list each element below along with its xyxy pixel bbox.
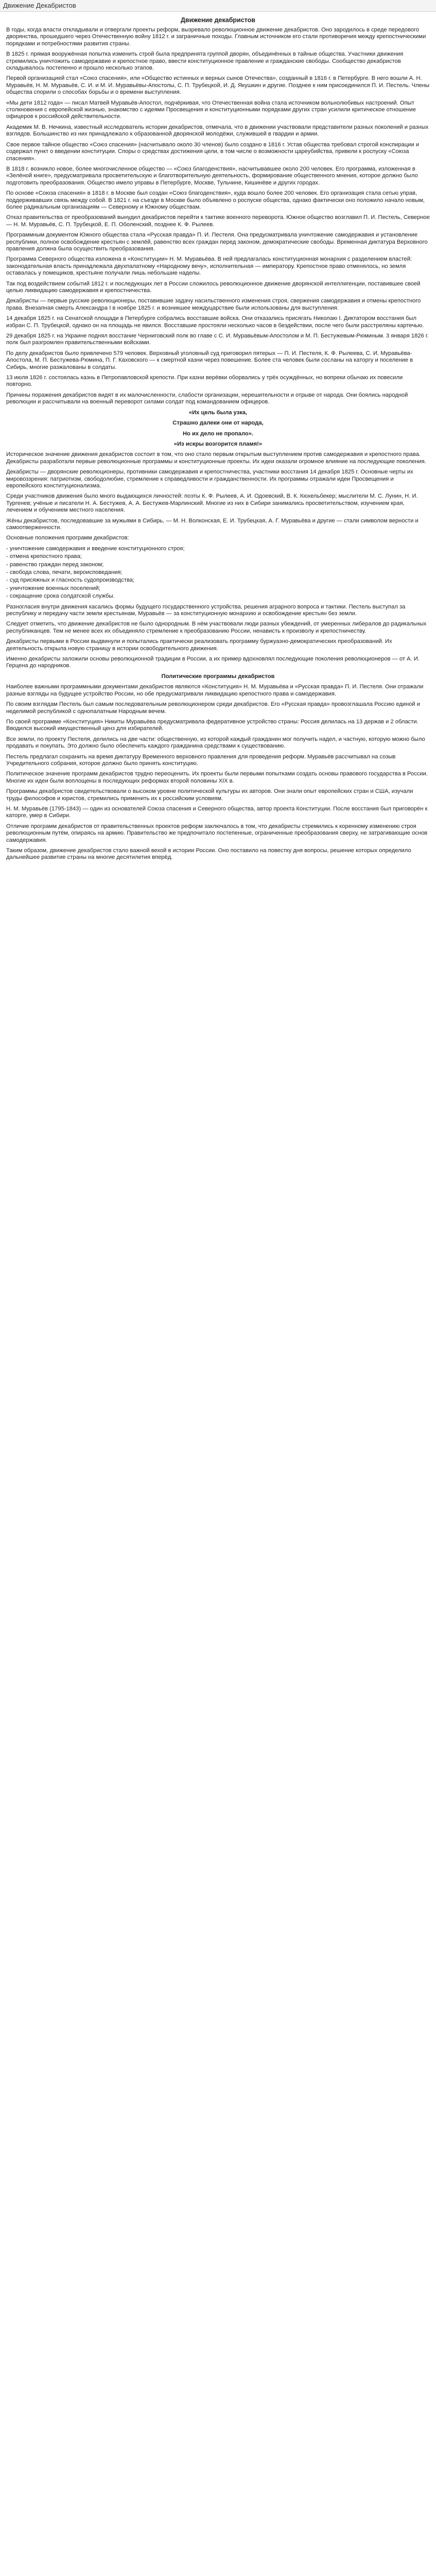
paragraph: По делу декабристов было привлечено 579 человек. Верховный уголовный суд приговорил пятерых — П. И. Пестеля, К. Ф. Рылеева, С. И. Муравьёва-Апостола, М. П. Бестужева-Рюмина, П. Г. Каховского — к смертной казни через повешение. Более ста человек были сосланы на каторгу и поселение в Сибирь, многие разжалованы в солдаты. [6, 350, 413, 370]
paragraph: Свое первое тайное общество «Союз спасения» (насчитывало около 30 членов) было создано в 1816 г. Устав общества требовал строгой конспирации и содержал пункт о введении конституции. Споры о средствах достижения цели, в том числе о возможности цареубийства, привели к роспуску «Союза спасения». [6, 141, 420, 162]
paragraph: Декабристы первыми в России выдвинули и попытались практически реализовать программу буржуазно-демократических преобразований. Их деятельность открыла новую страницу в истории освободительного движения. [6, 638, 392, 652]
list-item: - сокращение срока солдатской службы. [6, 593, 430, 600]
list-item: - отмена крепостного права; [6, 553, 430, 560]
list-item: - равенство граждан перед законом; [6, 562, 430, 568]
paragraph: Среди участников движения было много выдающихся личностей: поэты К. Ф. Рылеев, А. И. Одоевский, В. К. Кюхельбекер; мыслители М. С. Лунин, Н. И. Тургенев; учёные и писатели Н. А. Бестужев, А. А. Бестужев-Марлинский. Многие из них в Сибири занимались просветительством, изучением края, лечением и обучением местного населения. [6, 493, 418, 514]
paragraph: Отказ правительства от преобразований вынудил декабристов перейти к тактике военного переворота. Южное общество возглавил П. И. Пестель, Северное — Н. М. Муравьёв, С. П. Трубецкой, Е. П. Оболенский, позднее К. Ф. Рылеев. [6, 214, 430, 228]
paragraph: Таким образом, движение декабристов стало важной вехой в истории России. Оно поставило на повестку дня вопросы, решение которых определило дальнейшее развитие страны на многие десятилетия вперёд. [6, 848, 411, 861]
list-item: - уничтожение военных поселений; [6, 585, 430, 592]
paragraph: Программы декабристов свидетельствовали о высоком уровне политической культуры их авторов. Они знали опыт европейских стран и США, изучали труды философов и юристов, стремились применить их к российским условиям. [6, 788, 413, 802]
list-item: - свобода слова, печати, вероисповедания; [6, 569, 430, 576]
paragraph: Политическое значение программ декабристов трудно переоценить. Их проекты были первыми попытками создать основы правового государства в России. Многие их идеи были воплощены в последующих реформах второй половины XIX в. [6, 771, 428, 784]
paragraph: Декабристы — дворянские революционеры, противники самодержавия и крепостничества, участники восстания 14 декабря 1825 г. Основные черты их мировоззрения: патриотизм, свободолюбие, стремление к справедливости и гражданственности. Их программы отражали идеи Просвещения и европейского конституционализма. [6, 469, 413, 489]
paragraph: Программным документом Южного общества стала «Русская правда» П. И. Пестеля. Она предусматривала уничтожение самодержавия и установление республики, полное освобождение крестьян с землёй, равенство всех граждан перед законом, демократические свободы. Временная диктатура Верховного правления должна была осуществить преобразования. [6, 232, 428, 252]
article [6, 13, 430, 865]
paragraph: Пестель предлагал сохранить на время диктатуру Временного верховного правления для проведения реформ. Муравьёв рассчитывал на созыв Учредительного собрания, которое должно было принять конституцию. [6, 753, 396, 767]
paragraph: В 1818 г. возникло новое, более многочисленное общество — «Союз благоденствия», насчитывавшее около 200 человек. Его программа, изложенная в «Зелёной книге», предусматривала просветительскую и благотворительную деятельность, формирование общественного мнения, которое должно было подготовить преобразования. Общество имело управы в Петербурге, Москве, Тульчине, Кишинёве и других городах. [6, 165, 418, 186]
quote-line: Страшно далеки они от народа, [172, 420, 264, 427]
paragraph: В 1825 г. прямая вооружённая попытка изменить строй была предпринята группой дворян, объединённых в тайные общества. Участники движения стремились уничтожить самодержавие и крепостное право, ввести конституционное правление и гражданские свободы. Сообщество декабристов складывалось постепенно и прошло несколько этапов. [6, 51, 404, 72]
quote-line: «Из искры возгорится пламя!» [173, 440, 263, 447]
article-title: Движение декабристов [181, 16, 255, 24]
paragraph: Отличие программ декабристов от правительственных проектов реформ заключалось в том, что декабристы стремились к коренному изменению строя революционным путём, опираясь на армию. Правительство же предпочитало постепенные, ограниченные преобразования сверху, не затрагивающие основ самодержавия. [6, 823, 428, 843]
paragraph: 14 декабря 1825 г. на Сенатской площади в Петербурге собрались восставшие войска. Они отказались присягать Николаю I. Диктатором восстания был избран С. П. Трубецкой, однако он на площадь не явился. Восставшие простояли несколько часов в бездействии, после чего были расстреляны картечью. [6, 315, 424, 329]
page-title: Движение Декабристов [3, 2, 76, 9]
section-heading: Политические программы декабристов [161, 673, 275, 680]
paragraph: Следует отметить, что движение декабристов не было однородным. В нём участвовали люди разных убеждений, от умеренных либералов до радикальных республиканцев. Тем не менее всех их объединяло стремление к преобразованию России, ненависть к произволу и крепостничеству. [6, 621, 427, 634]
paragraph: Первой организацией стал «Союз спасения», или «Общество истинных и верных сынов Отечества», созданный в 1816 г. в Петербурге. В него вошли А. Н. Муравьёв, Н. М. Муравьёв, С. И. и М. И. Муравьёвы-Апостолы, С. П. Трубецкой, И. Д. Якушкин и другие. Позднее к ним присоединился П. И. Пестель. Члены общества спорили о способах борьбы и о времени выступления. [6, 75, 430, 96]
paragraph: Разногласия внутри движения касались формы будущего государственного устройства, решения аграрного вопроса и тактики. Пестель выступал за республику и передачу части земли крестьянам, Муравьёв — за конституционную монархию и освобождение крестьян без земли. [6, 603, 406, 617]
list-item: - суд присяжных и гласность судопроизводства; [6, 577, 430, 584]
paragraph: Наиболее важными программными документами декабристов являются «Конституция» Н. М. Муравьёва и «Русская правда» П. И. Пестеля. Они отражали разные взгляды на будущее устройство России, но обе предусматривали ликвидацию крепостного права и самодержавия. [6, 684, 424, 697]
paragraph: По своим взглядам Пестель был самым последовательным революционером среди декабристов. Его «Русская правда» провозглашала Россию единой и неделимой республикой с однопалатным Народным вечем. [6, 701, 421, 715]
paragraph: По основе «Союза спасения» в 1818 г. в Москве был создан «Союз благоденствия», куда вошло более 200 человек. Его организация стала сетью управ, поддерживавших связь между собой. В 1821 г. на съезде в Москве было объявлено о роспуске общества, однако фактически оно положило начало новым, более радикальным организациям — Северному и Южному обществам. [6, 190, 425, 210]
paragraph: Декабристы — первые русские революционеры, поставившие задачу насильственного изменения строя, свержения самодержавия и отмены крепостного права. Внезапная смерть Александра I в ноябре 1825 г. и возникшее междуцарствие были использованы для выступления. [6, 298, 421, 311]
paragraph: Программа Северного общества изложена в «Конституции» Н. М. Муравьёва. В ней предлагалась конституционная монархия с разделением властей: законодательная власть принадлежала двухпалатному «Народному вечу», исполнительная — императору. Крепостное право отменялось, но земля оставалась у помещиков, крестьяне получали лишь небольшие наделы. [6, 256, 412, 277]
paragraph: «Мы дети 1812 года» — писал Матвей Муравьёв-Апостол, подчёркивая, что Отечественная война стала источником вольнолюбивых настроений. Опыт столкновения с европейской жизнью, знакомство с идеями Просвещения и конституционными порядками других стран усилили критическое отношение офицеров к российской действительности. [6, 99, 416, 120]
list-heading: Основные положения программ декабристов: [6, 535, 129, 541]
paragraph: Жёны декабристов, последовавшие за мужьями в Сибирь, — М. Н. Волконская, Е. И. Трубецкая, А. Г. Муравьёва и другие — стали символом верности и самоотверженности. [6, 517, 418, 531]
paragraph: Именно декабристы заложили основы революционной традиции в России, а их пример вдохновлял последующие поколения революционеров — от А. И. Герцена до народников. [6, 656, 420, 669]
page-header [0, 0, 436, 12]
article-body [6, 27, 430, 861]
paragraph: В годы, когда власти откладывали и отвергали проекты реформ, вызревало революционное движение декабристов. Оно зародилось в среде передового дворянства, прошедшего через Отечественную войну 1812 г. и заграничные походы. Главным источником его стали противоречия между крепостническими порядками и потребностями развития страны. [6, 27, 426, 47]
paragraph: Причины поражения декабристов видят в их малочисленности, слабости организации, нерешительности и отрыве от народа. Они боялись народной революции и рассчитывали на военный переворот силами солдат под командованием офицеров. [6, 392, 408, 405]
paragraph: Все земли, по проекту Пестеля, делились на две части: общественную, из которой каждый гражданин мог получить надел, и частную, которую можно было продавать и покупать. Это должно было обеспечить каждого гражданина средствами к существованию. [6, 736, 425, 750]
quote-line: Но их дело не пропало». [182, 430, 254, 437]
paragraph: Академик М. В. Нечкина, известный исследователь истории декабристов, отмечала, что в движении участвовали представители разных поколений и разных взглядов. Большинство из них принадлежало к образованной дворянской молодёжи, служившей в гвардии и армии. [6, 124, 429, 138]
paragraph: Историческое значение движения декабристов состоит в том, что оно стало первым открытым выступлением против самодержавия и крепостного права. Декабристы разработали первые революционные программы и конституционные проекты. Их идеи оказали огромное влияние на последующие поколения. [6, 451, 426, 465]
paragraph: По своей программе «Конституция» Никиты Муравьёва предусматривала федеративное устройство страны: Россия делилась на 13 держав и 2 области. Вводился высокий имущественный ценз для избирателей. [6, 718, 418, 732]
paragraph: 13 июля 1826 г. состоялась казнь в Петропавловской крепости. При казни верёвки оборвались у трёх осуждённых, но вопреки обычаю их повесили повторно. [6, 375, 403, 388]
paragraph: Так под воздействием событий 1812 г. и последующих лет в России сложилось революционное движение дворянской интеллигенции, поставившее своей целью ликвидацию самодержавия и крепостничества. [6, 280, 421, 294]
program-list [6, 546, 430, 600]
list-item: - уничтожение самодержавия и введение конституционного строя; [6, 546, 430, 552]
paragraph: Н. М. Муравьёв (1795-1843) — один из основателей Союза спасения и Северного общества, автор проекта Конституции. После восстания был приговорён к каторге, умер в Сибири. [6, 805, 428, 819]
quote-line: «Их цель была узка, [188, 409, 248, 416]
paragraph: 29 декабря 1825 г. на Украине поднял восстание Черниговский полк во главе с С. И. Муравьёвым-Апостолом и М. П. Бестужевым-Рюминым. 3 января 1826 г. полк был разгромлен правительственными войсками. [6, 333, 429, 346]
